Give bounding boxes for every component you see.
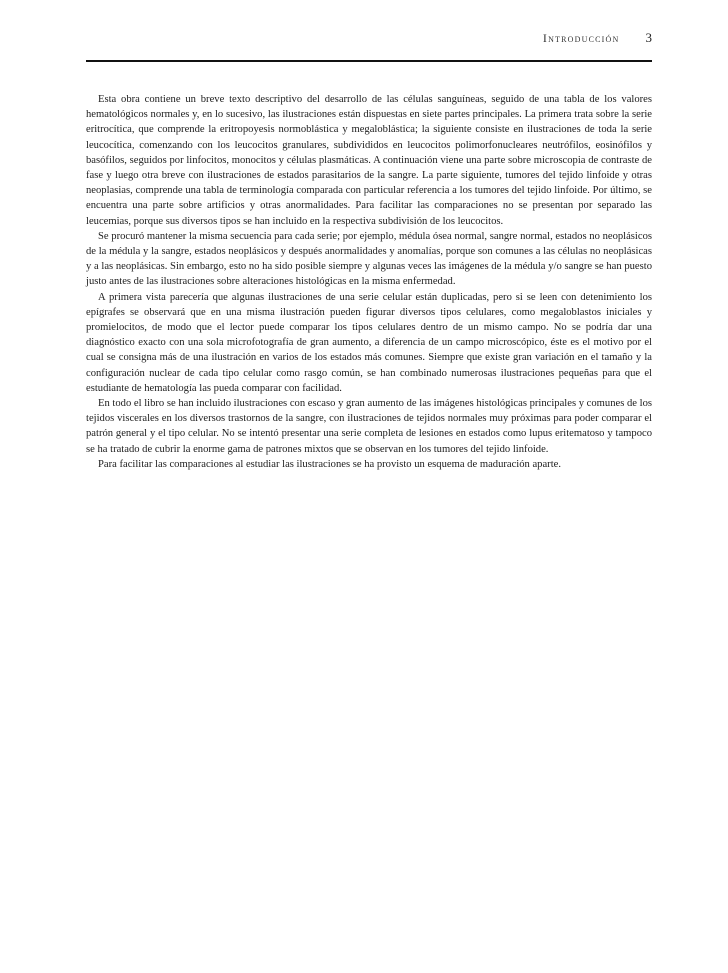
section-title: Introducción — [542, 31, 620, 45]
paragraph: Se procuró mantener la misma secuencia para cada serie; por ejemplo, médula ósea normal, sangre normal, estados no neoplásicos de la médula y la sangre, estados neoplásicos y después anormalidades y anomalías, porque son comunes a las células no neoplásicas y a las neoplásicas. Sin embargo, esto no ha sido posible siempre y algunas veces las imágenes de la médula y/o sangre se han puesto justo antes de las ilustraciones sobre alteraciones histológicas en la misma enfermedad. — [86, 230, 652, 288]
running-head — [86, 30, 652, 52]
paragraph: Esta obra contiene un breve texto descriptivo del desarrollo de las células sanguíneas, seguido de una tabla de los valores hematológicos normales y, en lo sucesivo, las ilustraciones están dispuestas en siete partes principales. La primera trata sobre la serie eritrocítica, que comprende la eritropoyesis normoblástica y megaloblástica; la siguiente consiste en ilustraciones de toda la serie leucocítica, comenzando con los leucocitos granulares, subdivididos en leucocitos polimorfonucleares neutrófilos, eosinófilos y basófilos, seguidos por linfocitos, monocitos y células plasmáticas. A continuación viene una parte sobre microscopia de contraste de fase y luego otra breve con ilustraciones de estados parasitarios de la sangre. La parte siguiente, tumores del tejido linfoide y otras neoplasias, comprende una tabla de terminología comparada con particular referencia a los tumores del tejido linfoide. Por último, se encuentra una parte sobre artificios y otras anormalidades. Para facilitar las comparaciones no se presentan por separado las leucemias, porque sus diversos tipos se han incluido en la respectiva subdivisión de los leucocitos. — [86, 94, 652, 227]
header-rule — [86, 60, 652, 62]
paragraph: Para facilitar las comparaciones al estudiar las ilustraciones se ha provisto un esquema de maduración aparte. — [98, 458, 562, 470]
body-text — [86, 92, 652, 472]
page-number: 3 — [645, 30, 652, 45]
paragraph: En todo el libro se han incluido ilustraciones con escaso y gran aumento de las imágenes histológicas principales y comunes de los tejidos viscerales en los diversos trastornos de la sangre, con ilustraciones de tejidos normales muy próximas para poder comparar el patrón general y el tipo celular. No se intentó presentar una serie completa de lesiones en estados como lupus eritematoso y tampoco se ha tratado de cubrir la enorme gama de patrones mixtos que se observan en los tumores del tejido linfoide. — [86, 398, 652, 455]
paragraph: A primera vista parecería que algunas ilustraciones de una serie celular están duplicadas, pero si se leen con detenimiento los epígrafes se observará que en una misma ilustración pueden figurar diversos tipos celulares, como megaloblastos iniciales y promielocitos, de modo que el lector puede comparar los tipos celulares dentro de un mismo campo. No se podría dar una diagnóstico exacto con una sola microfotografía de gran aumento, a diferencia de un campo microscópico, éste es el motivo por el cual se consigna más de una ilustración en varios de los estados más comunes. Siempre que existe gran variación en el tamaño y la configuración nuclear de cada tipo celular como rasgo común, se han combinado numerosas ilustraciones pequeñas para que el estudiante de hematología las pueda comparar con facilidad. — [86, 291, 652, 394]
